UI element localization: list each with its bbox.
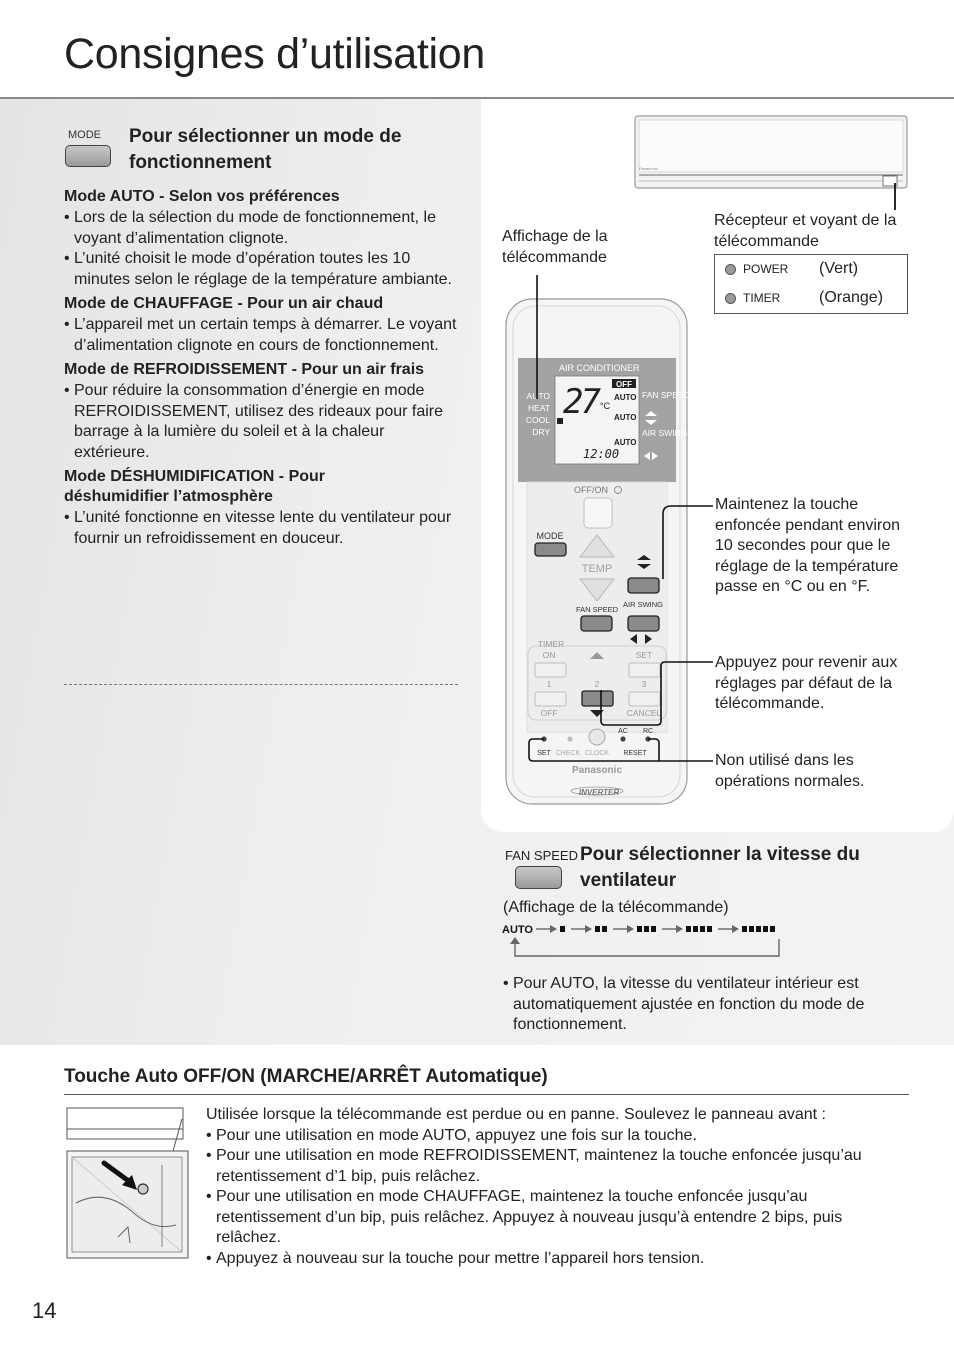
fan-sequence-arrowhead [585, 925, 592, 933]
list-item: • L’unité choisit le mode d’opération toutes les 10 minutes selon le réglage de la température ambiante. [64, 249, 458, 290]
dry-mode-title: Mode DÉSHUMIDIFICATION - Pour déshumidifier l’atmosphère [64, 468, 326, 505]
fan-sequence-auto: AUTO [502, 924, 533, 936]
remote-air-swing-label: AIR SWING [622, 600, 664, 609]
list-item: • Pour une utilisation en mode REFROIDISSEMENT, maintenez la touche enfoncée jusqu’au retentissement d’1 bip, puis relâchez. [206, 1146, 911, 1187]
remote-timer-off: OFF [540, 708, 558, 718]
remote-set-label: SET [537, 750, 551, 757]
fan-sequence-arrowhead [676, 925, 683, 933]
remote-mode-label: MODE [536, 531, 564, 541]
section-divider-dashed [64, 684, 458, 685]
fan-speed-bar [602, 926, 607, 932]
remote-auto-1: AUTO [614, 393, 637, 402]
fan-section-heading: Pour sélectionner la vitesse du ventilateur [580, 844, 860, 891]
auto-mode-list [64, 208, 458, 290]
remote-clock-label: CLOCK [584, 750, 610, 757]
legend-power [725, 259, 858, 279]
indoor-brand-text: Panasonic [639, 166, 658, 171]
remote-timer-label: TIMER [537, 639, 565, 649]
fan-speed-sequence [500, 920, 800, 962]
auto-section-body [206, 1105, 911, 1269]
auto-section-list [206, 1126, 911, 1270]
remote-diagram [481, 99, 954, 832]
list-item: • L’unité fonctionne en vitesse lente du ventilateur pour fournir un refroidissement en douceur. [64, 508, 458, 549]
remote-timer-set: SET [635, 650, 653, 660]
legend-timer-name: TIMER [743, 291, 781, 305]
remote-temp-label: TEMP [581, 563, 613, 575]
timer-led-icon [725, 293, 736, 304]
fan-speed-bar [560, 926, 565, 932]
remote-auto-2: AUTO [614, 413, 637, 422]
callout-unused-buttons: Non utilisé dans les opérations normales. [715, 752, 865, 790]
page-title: Consignes d’utilisation [64, 30, 485, 78]
remote-fan-speed-label: FAN SPEED [575, 605, 619, 614]
list-item: • Pour une utilisation en mode CHAUFFAGE, maintenez la touche enfoncée jusqu’au retentissement d’un bip, puis relâchez. Appuyez à nouveau jusqu’à entendre 2 bips, puis relâchez. [206, 1187, 911, 1249]
fan-speed-button-label: FAN SPEED [505, 848, 578, 863]
mode-section-heading: Pour sélectionner un mode de fonctionnement [129, 126, 402, 173]
callout-reset-button: Appuyez pour revenir aux réglages par défaut de la télécommande. [715, 654, 898, 712]
fan-speed-bar [742, 926, 747, 932]
fan-speed-bar [763, 926, 768, 932]
remote-mode-dry: DRY [532, 427, 550, 437]
remote-timer-3: 3 [641, 679, 647, 689]
auto-section-title: Touche Auto OFF/ON (MARCHE/ARRÊT Automatique) [64, 1066, 548, 1087]
fan-speed-button-icon [515, 866, 562, 889]
remote-brand: Panasonic [571, 765, 623, 776]
remote-fan-label: FAN SPEED [642, 390, 690, 400]
mode-button-icon [65, 145, 111, 167]
fan-speed-bar [651, 926, 656, 932]
fan-speed-bar [644, 926, 649, 932]
power-led-icon [725, 264, 736, 275]
fan-speed-bar [637, 926, 642, 932]
heat-mode-list [64, 315, 458, 356]
remote-timer-1: 1 [546, 679, 552, 689]
legend-power-name: POWER [743, 262, 789, 276]
remote-check-label: CHECK [555, 750, 581, 757]
legend-timer-color: (Orange) [819, 289, 884, 306]
remote-display-header: AIR CONDITIONER [559, 363, 640, 373]
fan-speed-bar [693, 926, 698, 932]
list-item: • Pour une utilisation en mode AUTO, appuyez une fois sur la touche. [206, 1126, 911, 1147]
remote-body [506, 299, 690, 804]
fan-speed-bar [770, 926, 775, 932]
remote-mode-cool: COOL [525, 415, 550, 425]
remote-timer-on: ON [542, 650, 556, 660]
remote-clock-display: 12:00 [583, 447, 620, 461]
auto-button-illustration [66, 1107, 190, 1259]
display-label: Affichage de la télécommande [502, 228, 608, 266]
remote-reset-label: RESET [623, 750, 647, 757]
remote-rc-label: RC [642, 728, 654, 735]
fan-sequence-arrowhead [627, 925, 634, 933]
indicator-legend [714, 254, 908, 314]
fan-step-group [536, 925, 775, 933]
cool-mode-title: Mode de REFROIDISSEMENT - Pour un air frais [64, 361, 425, 378]
remote-off-on-label: OFF/ON [574, 485, 608, 495]
fan-speed-bar [707, 926, 712, 932]
dry-mode-list [64, 508, 458, 549]
remote-timer-2: 2 [594, 679, 600, 689]
page-number: 14 [32, 1298, 57, 1323]
auto-section-divider [64, 1094, 909, 1095]
auto-section-intro: Utilisée lorsque la télécommande est perdue ou en panne. Soulevez le panneau avant : [206, 1106, 826, 1123]
remote-auto-3: AUTO [614, 438, 637, 447]
legend-power-color: (Vert) [819, 260, 859, 277]
remote-air-label: AIR SWING [642, 428, 688, 438]
fan-display-note: (Affichage de la télécommande) [503, 899, 729, 916]
cool-mode-list [64, 381, 458, 463]
fan-speed-bar [686, 926, 691, 932]
fan-speed-bar [595, 926, 600, 932]
fan-speed-bar [700, 926, 705, 932]
remote-temp-unit: °C [600, 401, 611, 411]
fan-sequence-arrowhead [550, 925, 557, 933]
receiver-label: Récepteur et voyant de la télécommande [714, 212, 897, 250]
heat-mode-title: Mode de CHAUFFAGE - Pour un air chaud [64, 295, 384, 312]
list-item: • Lors de la sélection du mode de fonctionnement, le voyant d’alimentation clignote. [64, 208, 458, 249]
fan-sequence-arrowhead [732, 925, 739, 933]
callout-hold-button: Maintenez la touche enfoncée pendant environ 10 secondes pour que le réglage de la température passe en °C ou en °F. [715, 496, 901, 595]
list-item: • L’appareil met un certain temps à démarrer. Le voyant d’alimentation clignote en cours de fonctionnement. [64, 315, 458, 356]
mode-section-body [64, 187, 458, 549]
remote-off-badge: OFF [616, 380, 632, 389]
remote-ac-label: AC [618, 728, 628, 735]
fan-section-list [503, 974, 909, 1036]
remote-temp-value: 27 [563, 382, 598, 422]
remote-inverter: INVERTER [578, 788, 620, 797]
fan-speed-bar [756, 926, 761, 932]
fan-speed-bar [749, 926, 754, 932]
auto-mode-title: Mode AUTO - Selon vos préférences [64, 188, 340, 205]
remote-timer-cancel: CANCEL [626, 708, 662, 718]
remote-mode-heat: HEAT [527, 403, 550, 413]
list-item: • Appuyez à nouveau sur la touche pour mettre l’appareil hors tension. [206, 1249, 911, 1270]
list-item: • Pour AUTO, la vitesse du ventilateur intérieur est automatiquement ajustée en fonction du mode de fonctionnement. [503, 974, 909, 1036]
legend-timer [725, 288, 883, 308]
mode-button-label: MODE [68, 129, 101, 141]
indoor-unit-illustration [635, 116, 907, 188]
remote-mode-auto: AUTO [526, 391, 550, 401]
list-item: • Pour réduire la consommation d’énergie en mode REFROIDISSEMENT, utilisez des rideaux pour faire barrage à la lumière du soleil et à la chaleur extérieure. [64, 381, 458, 463]
